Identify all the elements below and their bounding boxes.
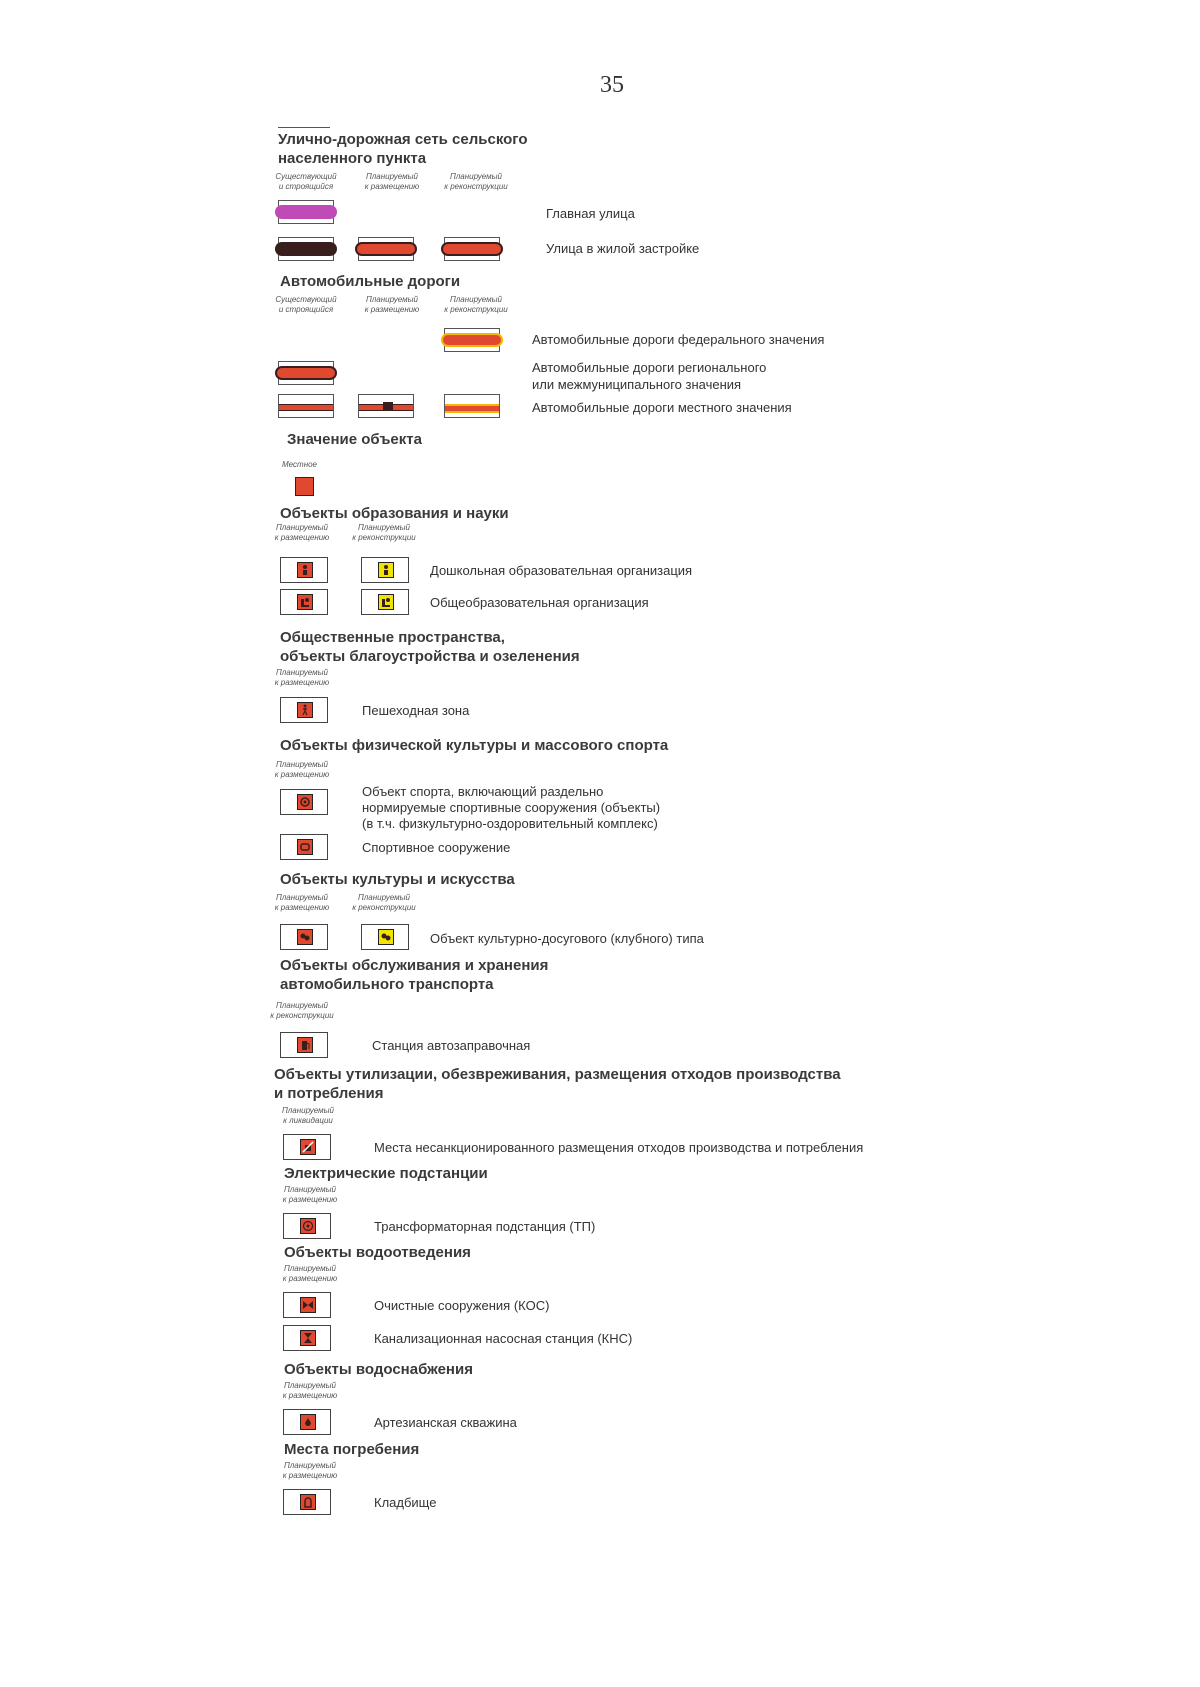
theatre-mask-icon (299, 931, 311, 943)
residential-street-planned-symbol (358, 237, 414, 261)
illegal-dump-label: Места несанкционированного размещения отходов производства и потребления (374, 1140, 864, 1155)
street-col3-caption: Планируемый к реконструкции (444, 172, 508, 191)
school-label: Общеобразовательная организация (430, 595, 649, 610)
stadium-icon (299, 841, 311, 853)
illegal-dump-symbol (283, 1134, 331, 1160)
water-col1-caption: Планируемый к размещению (282, 1381, 338, 1400)
roads-col3-caption: Планируемый к реконструкции (444, 295, 508, 314)
significance-title: Значение объекта (287, 431, 422, 448)
sports-facility-symbol (280, 834, 328, 860)
ball-icon (299, 796, 311, 808)
local-road-label: Автомобильные дороги местного значения (532, 400, 792, 415)
theatre-mask-icon (380, 931, 392, 943)
transport-title-2: автомобильного транспорта (280, 976, 494, 993)
pedestrian-zone-symbol (280, 697, 328, 723)
local-road-planned-symbol (358, 394, 414, 418)
roads-col1-caption: Существующий и строящийся (275, 295, 337, 314)
treatment-plant-label: Очистные сооружения (КОС) (374, 1298, 550, 1313)
culture-col1-caption: Планируемый к размещению (274, 893, 330, 912)
residential-street-reconstruction-symbol (444, 237, 500, 261)
roads-title: Автомобильные дороги (280, 273, 461, 290)
culture-title: Объекты культуры и искусства (280, 871, 515, 888)
education-title: Объекты образования и науки (280, 505, 509, 522)
local-significance-swatch (295, 477, 314, 496)
child-icon (380, 564, 392, 576)
waste-title-2: и потребления (274, 1085, 384, 1102)
substations-title: Электрические подстанции (284, 1165, 488, 1182)
education-col1-caption: Планируемый к размещению (274, 523, 330, 542)
waste-col1-caption: Планируемый к ликвидации (282, 1106, 334, 1125)
roads-col2-caption: Планируемый к размещению (364, 295, 420, 314)
transport-col1-caption: Планируемый к реконструкции (270, 1001, 334, 1020)
pedestrian-zone-label: Пешеходная зона (362, 703, 470, 718)
fuel-pump-icon (299, 1039, 311, 1051)
pedestrian-icon (299, 704, 311, 716)
transport-title-1: Объекты обслуживания и хранения (280, 957, 549, 974)
main-street-symbol (278, 200, 334, 224)
gravestone-icon (302, 1496, 314, 1508)
pump-station-symbol (283, 1325, 331, 1351)
culture-col2-caption: Планируемый к реконструкции (352, 893, 416, 912)
public-spaces-col1-caption: Планируемый к размещению (274, 668, 330, 687)
cemetery-label: Кладбище (374, 1495, 437, 1510)
public-spaces-title-1: Общественные пространства, (280, 629, 505, 646)
bowtie-icon (302, 1299, 314, 1311)
child-icon (299, 564, 311, 576)
club-planned-symbol (280, 924, 328, 950)
burial-col1-caption: Планируемый к размещению (282, 1461, 338, 1480)
preschool-reconstruction-symbol (361, 557, 409, 583)
street-col1-caption: Существующий и строящийся (275, 172, 337, 191)
transformer-substation-label: Трансформаторная подстанция (ТП) (374, 1219, 596, 1234)
sewerage-col1-caption: Планируемый к размещению (282, 1264, 338, 1283)
sports-complex-label-3: (в т.ч. физкультурно-оздоровительный комплекс) (362, 816, 658, 831)
gas-station-label: Станция автозаправочная (372, 1038, 531, 1053)
hourglass-icon (302, 1332, 314, 1344)
crossed-waste-icon (302, 1141, 314, 1153)
page-number: 35 (600, 72, 624, 98)
school-reconstruction-symbol (361, 589, 409, 615)
club-reconstruction-symbol (361, 924, 409, 950)
main-street-label: Главная улица (546, 206, 635, 221)
street-network-title-2: населенного пункта (278, 150, 427, 167)
school-planned-symbol (280, 589, 328, 615)
school-icon (380, 596, 392, 608)
sport-col1-caption: Планируемый к размещению (274, 760, 330, 779)
local-road-existing-symbol (278, 394, 334, 418)
street-network-title-1: Улично-дорожная сеть сельского (278, 131, 528, 148)
preschool-label: Дошкольная образовательная организация (430, 563, 693, 578)
sports-complex-label-1: Объект спорта, включающий раздельно (362, 784, 604, 799)
sports-complex-label-2: нормируемые спортивные сооружения (объекты) (362, 800, 661, 815)
transformer-substation-symbol (283, 1213, 331, 1239)
significance-local-caption: Местное (282, 460, 317, 469)
water-drop-icon (302, 1416, 314, 1428)
substations-col1-caption: Планируемый к размещению (282, 1185, 338, 1204)
gas-station-symbol (280, 1032, 328, 1058)
residential-street-label: Улица в жилой застройке (546, 241, 700, 256)
school-icon (299, 596, 311, 608)
water-title: Объекты водоснабжения (284, 1361, 473, 1378)
regional-road-symbol (278, 361, 334, 385)
header-rule (278, 127, 330, 128)
education-col2-caption: Планируемый к реконструкции (352, 523, 416, 542)
artesian-well-label: Артезианская скважина (374, 1415, 517, 1430)
sports-facility-label: Спортивное сооружение (362, 840, 511, 855)
burial-title: Места погребения (284, 1441, 420, 1458)
sewerage-title: Объекты водоотведения (284, 1244, 471, 1261)
local-road-reconstruction-symbol (444, 394, 500, 418)
pump-station-label: Канализационная насосная станция (КНС) (374, 1331, 633, 1346)
regional-road-label-2: или межмуниципального значения (532, 377, 742, 392)
treatment-plant-symbol (283, 1292, 331, 1318)
club-label: Объект культурно-досугового (клубного) типа (430, 931, 704, 946)
residential-street-existing-symbol (278, 237, 334, 261)
federal-road-symbol (444, 328, 500, 352)
preschool-planned-symbol (280, 557, 328, 583)
lightning-icon (302, 1220, 314, 1232)
artesian-well-symbol (283, 1409, 331, 1435)
regional-road-label-1: Автомобильные дороги регионального (532, 360, 767, 375)
federal-road-label: Автомобильные дороги федерального значения (532, 332, 825, 347)
sports-complex-symbol (280, 789, 328, 815)
public-spaces-title-2: объекты благоустройства и озеленения (280, 648, 580, 665)
street-col2-caption: Планируемый к размещению (364, 172, 420, 191)
waste-title-1: Объекты утилизации, обезвреживания, размещения отходов производства (274, 1066, 841, 1083)
sport-title: Объекты физической культуры и массового спорта (280, 737, 669, 754)
cemetery-symbol (283, 1489, 331, 1515)
